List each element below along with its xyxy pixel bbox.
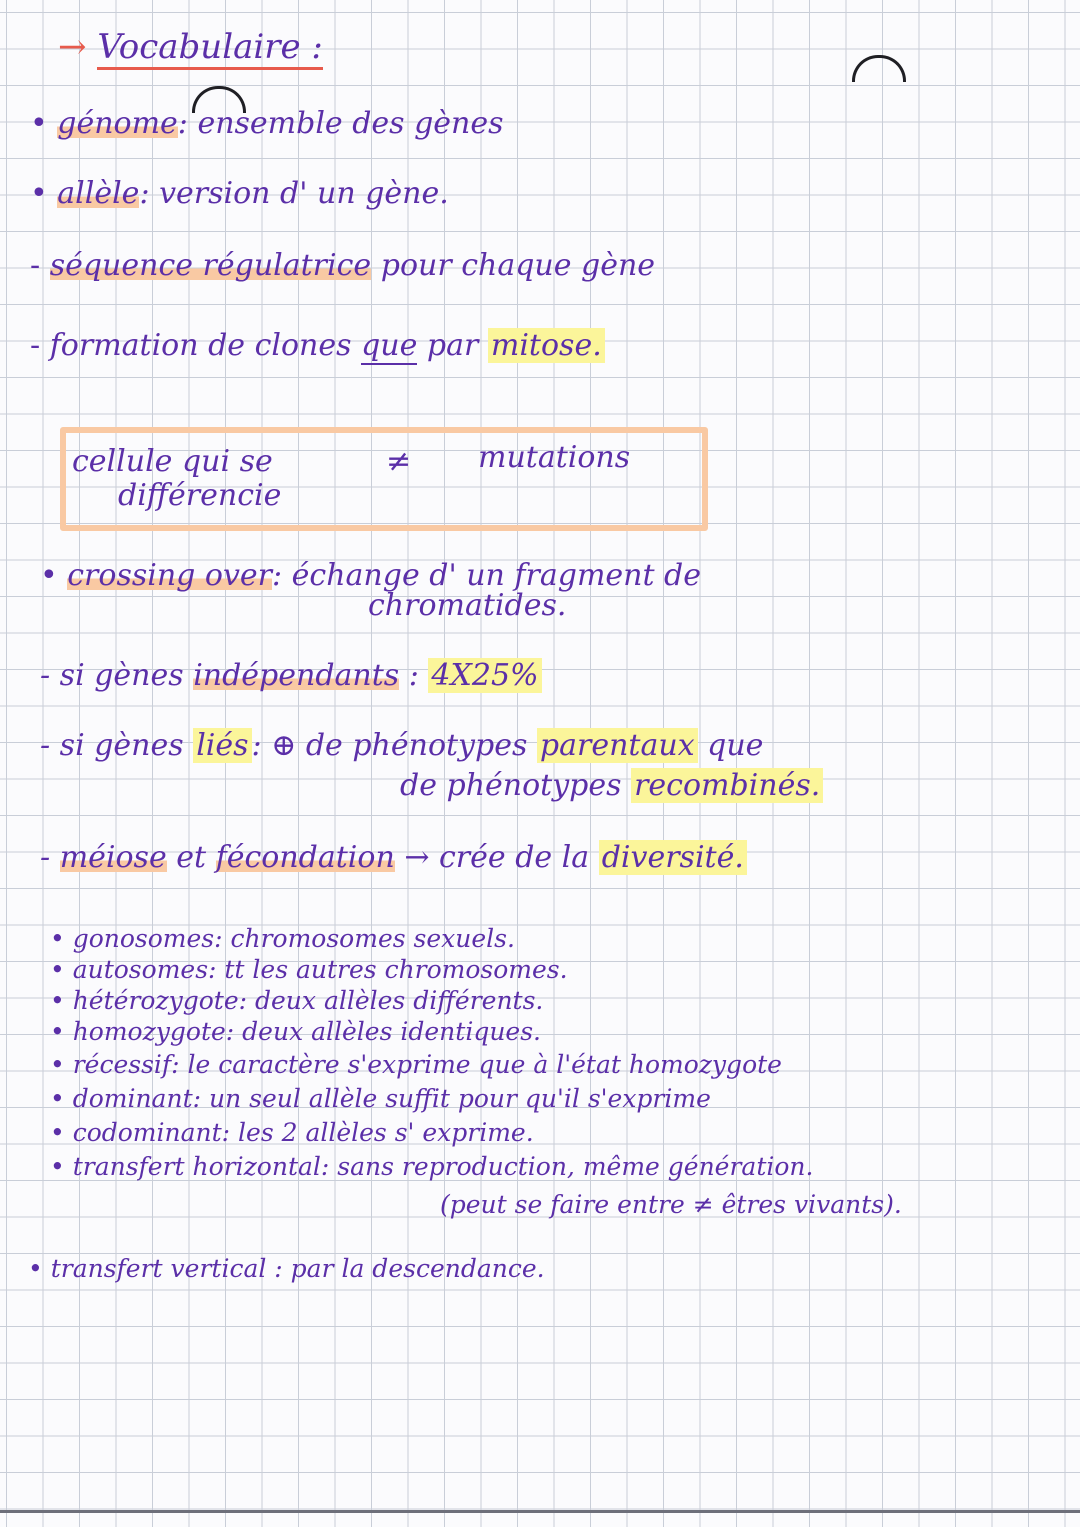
def-item: • dominant: un seul allèle suffit pour qu'il s'exprime xyxy=(50,1084,711,1113)
list-item: • génome: ensemble des gènes xyxy=(30,106,504,141)
term: séquence régulatrice xyxy=(49,248,372,283)
highlight: parentaux xyxy=(537,728,698,763)
def-item-continuation: (peut se faire entre ≠ êtres vivants). xyxy=(440,1190,902,1219)
def-item: • homozygote: deux allèles identiques. xyxy=(50,1017,541,1046)
list-item: - méiose et fécondation → crée de la diversité. xyxy=(40,842,747,874)
box-right: mutations xyxy=(478,440,631,475)
highlight: mitose. xyxy=(488,328,605,363)
title-text: Vocabulaire : xyxy=(97,27,323,70)
not-equal-symbol: ≠ xyxy=(386,444,412,479)
term: crossing over xyxy=(67,558,273,593)
list-item: • crossing over: échange d' un fragment de xyxy=(40,558,702,593)
definition: : version d' un gène. xyxy=(139,176,449,211)
def-item: • transfert vertical : par la descendance. xyxy=(28,1254,545,1283)
list-item: - si gènes indépendants : 4X25% xyxy=(40,660,542,692)
def-item: • codominant: les 2 allèles s' exprime. xyxy=(50,1118,534,1147)
list-item: - formation de clones que par mitose. xyxy=(30,330,605,362)
highlight: recombinés. xyxy=(631,768,823,803)
highlight: 4X25% xyxy=(428,658,541,693)
def-item: • gonosomes: chromosomes sexuels. xyxy=(50,924,515,953)
box-left-line-1: cellule qui se xyxy=(72,444,273,479)
definition: pour chaque gène xyxy=(380,248,656,283)
highlight: diversité. xyxy=(599,840,747,875)
def-item: • récessif: le caractère s'exprime que à l'état homozygote xyxy=(50,1050,782,1079)
def-item: • transfert horizontal: sans reproduction, même génération. xyxy=(50,1152,814,1181)
def-item: • autosomes: tt les autres chromosomes. xyxy=(50,955,568,984)
continuation: chromatides. xyxy=(368,588,567,623)
list-item: - si gènes liés : ⊕ de phénotypes parentaux que xyxy=(40,728,764,763)
binder-hole xyxy=(852,55,906,82)
def-item: • hétérozygote: deux allèles différents. xyxy=(50,986,544,1015)
term: allèle xyxy=(57,176,140,211)
definition: : ensemble des gènes xyxy=(177,106,504,141)
term: génome xyxy=(57,106,178,141)
arrow-icon: → xyxy=(58,27,87,67)
box-left-line-2: différencie xyxy=(118,478,282,513)
page-title xyxy=(58,27,323,67)
page-bottom-edge xyxy=(0,1510,1080,1513)
list-item: • allèle: version d' un gène. xyxy=(30,176,449,211)
list-item: - séquence régulatrice pour chaque gène xyxy=(30,248,656,283)
continuation: de phénotypes recombinés. xyxy=(400,770,823,802)
